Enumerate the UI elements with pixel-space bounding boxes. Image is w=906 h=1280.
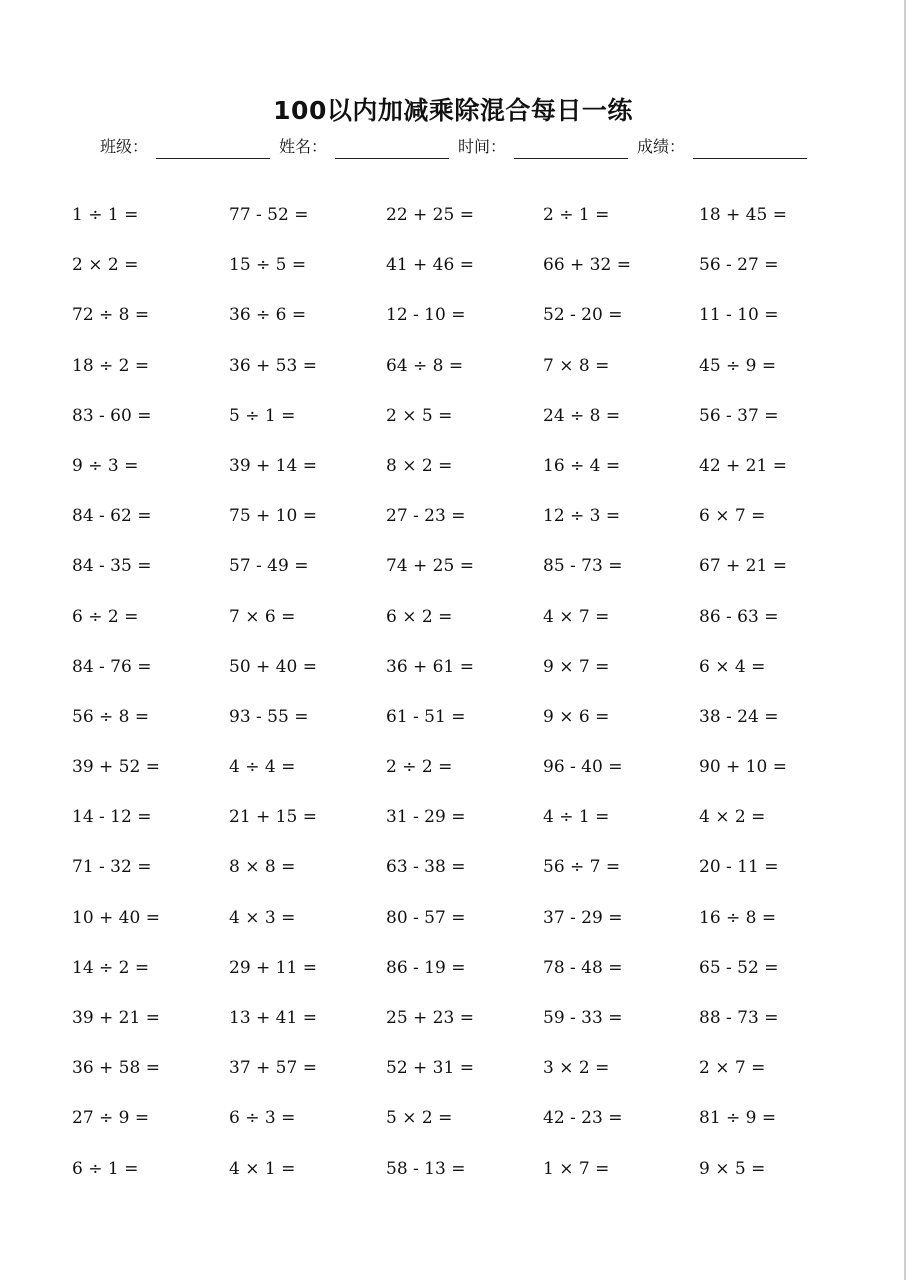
math-problem: 9 × 6 = — [543, 706, 610, 727]
math-problem: 81 ÷ 9 = — [699, 1108, 777, 1129]
math-problem: 11 - 10 = — [699, 305, 779, 326]
math-problem: 36 ÷ 6 = — [229, 305, 307, 326]
name-label: 姓名： — [279, 137, 328, 156]
math-problem: 14 ÷ 2 = — [72, 957, 150, 978]
time-label: 时间： — [458, 137, 507, 156]
math-problem: 22 + 25 = — [386, 205, 474, 225]
math-problem: 6 × 7 = — [699, 506, 766, 527]
math-problem: 31 - 29 = — [386, 807, 466, 828]
math-problem: 39 + 52 = — [72, 757, 160, 778]
math-problem: 8 × 2 = — [386, 455, 453, 476]
class-field — [100, 136, 270, 159]
math-problem: 36 + 61 = — [386, 656, 474, 677]
score-field — [637, 136, 807, 159]
math-problem: 88 - 73 = — [699, 1008, 779, 1028]
score-blank[interactable] — [693, 136, 807, 159]
math-problem: 13 + 41 = — [229, 1008, 317, 1028]
math-problem: 9 ÷ 3 = — [72, 455, 139, 476]
math-problem: 29 + 11 = — [229, 957, 317, 978]
math-problem: 45 ÷ 9 = — [699, 355, 777, 376]
math-problem: 71 - 32 = — [72, 857, 152, 878]
math-problem: 75 + 10 = — [229, 506, 317, 527]
name-field — [279, 136, 449, 159]
math-problem: 9 × 7 = — [543, 656, 610, 677]
math-problem: 59 - 33 = — [543, 1008, 623, 1028]
math-problem: 83 - 60 = — [72, 405, 152, 426]
math-problem: 39 + 14 = — [229, 455, 317, 476]
math-problem: 4 × 1 = — [229, 1158, 296, 1179]
math-problem: 18 ÷ 2 = — [72, 355, 150, 376]
math-problem: 38 - 24 = — [699, 706, 779, 727]
math-problem: 18 + 45 = — [699, 205, 787, 225]
math-problem: 21 + 15 = — [229, 807, 317, 828]
math-problem: 6 × 4 = — [699, 656, 766, 677]
math-problem: 65 - 52 = — [699, 957, 779, 978]
math-problem: 2 × 7 = — [699, 1058, 766, 1079]
math-problem: 74 + 25 = — [386, 556, 474, 577]
math-problem: 39 + 21 = — [72, 1008, 160, 1028]
math-problem: 16 ÷ 4 = — [543, 455, 621, 476]
math-problem: 78 - 48 = — [543, 957, 623, 978]
math-problem: 6 ÷ 1 = — [72, 1158, 139, 1179]
math-problem: 2 × 2 = — [72, 255, 139, 276]
math-problem: 57 - 49 = — [229, 556, 309, 577]
math-problem: 5 ÷ 1 = — [229, 405, 296, 426]
math-problem: 56 - 37 = — [699, 405, 779, 426]
math-problem: 90 + 10 = — [699, 757, 787, 778]
math-problem: 6 × 2 = — [386, 606, 453, 627]
math-problem: 20 - 11 = — [699, 857, 779, 878]
math-problem: 41 + 46 = — [386, 255, 474, 276]
math-problem: 42 - 23 = — [543, 1108, 623, 1129]
time-blank[interactable] — [514, 136, 628, 159]
math-problem: 6 ÷ 3 = — [229, 1108, 296, 1129]
math-problem: 10 + 40 = — [72, 907, 160, 928]
math-problem: 86 - 63 = — [699, 606, 779, 627]
math-problem: 77 - 52 = — [229, 205, 309, 225]
math-problem: 84 - 35 = — [72, 556, 152, 577]
math-problem: 2 ÷ 1 = — [543, 205, 610, 225]
math-problem: 86 - 19 = — [386, 957, 466, 978]
math-problem: 27 ÷ 9 = — [72, 1108, 150, 1129]
math-problem: 50 + 40 = — [229, 656, 317, 677]
math-problem: 9 × 5 = — [699, 1158, 766, 1179]
math-problem: 6 ÷ 2 = — [72, 606, 139, 627]
math-problem: 36 + 53 = — [229, 355, 317, 376]
student-info-row — [0, 136, 906, 166]
math-problem: 42 + 21 = — [699, 455, 787, 476]
math-problem: 12 ÷ 3 = — [543, 506, 621, 527]
math-problem: 52 - 20 = — [543, 305, 623, 326]
math-problem: 85 - 73 = — [543, 556, 623, 577]
math-problem: 4 ÷ 4 = — [229, 757, 296, 778]
math-problem: 80 - 57 = — [386, 907, 466, 928]
math-problem: 61 - 51 = — [386, 706, 466, 727]
math-problem: 25 + 23 = — [386, 1008, 474, 1028]
math-problem: 63 - 38 = — [386, 857, 466, 878]
problem-grid — [72, 198, 872, 1202]
score-label: 成绩： — [637, 137, 686, 156]
math-problem: 3 × 2 = — [543, 1058, 610, 1079]
math-problem: 56 ÷ 7 = — [543, 857, 621, 878]
math-problem: 4 ÷ 1 = — [543, 807, 610, 828]
worksheet-title: 100以内加减乘除混合每日一练 — [273, 95, 633, 125]
math-problem: 72 ÷ 8 = — [72, 305, 150, 326]
math-problem: 58 - 13 = — [386, 1158, 466, 1179]
math-problem: 15 ÷ 5 = — [229, 255, 307, 276]
math-problem: 56 - 27 = — [699, 255, 779, 276]
math-problem: 2 ÷ 2 = — [386, 757, 453, 778]
math-problem: 4 × 7 = — [543, 606, 610, 627]
math-problem: 4 × 2 = — [699, 807, 766, 828]
math-problem: 36 + 58 = — [72, 1058, 160, 1079]
math-problem: 16 ÷ 8 = — [699, 907, 777, 928]
time-field — [458, 136, 628, 159]
math-problem: 12 - 10 = — [386, 305, 466, 326]
math-problem: 24 ÷ 8 = — [543, 405, 621, 426]
math-problem: 67 + 21 = — [699, 556, 787, 577]
math-problem: 66 + 32 = — [543, 255, 631, 276]
math-problem: 96 - 40 = — [543, 757, 623, 778]
math-problem: 1 × 7 = — [543, 1158, 610, 1179]
math-problem: 8 × 8 = — [229, 857, 296, 878]
math-problem: 4 × 3 = — [229, 907, 296, 928]
math-problem: 93 - 55 = — [229, 706, 309, 727]
math-problem: 52 + 31 = — [386, 1058, 474, 1079]
math-problem: 2 × 5 = — [386, 405, 453, 426]
math-problem: 37 - 29 = — [543, 907, 623, 928]
class-label: 班级： — [100, 137, 149, 156]
math-problem: 7 × 8 = — [543, 355, 610, 376]
math-problem: 27 - 23 = — [386, 506, 466, 527]
math-problem: 37 + 57 = — [229, 1058, 317, 1079]
name-blank[interactable] — [335, 136, 449, 159]
math-problem: 84 - 62 = — [72, 506, 152, 527]
math-problem: 7 × 6 = — [229, 606, 296, 627]
math-problem: 64 ÷ 8 = — [386, 355, 464, 376]
math-problem: 56 ÷ 8 = — [72, 706, 150, 727]
math-problem: 14 - 12 = — [72, 807, 152, 828]
math-problem: 1 ÷ 1 = — [72, 205, 139, 225]
math-problem: 5 × 2 = — [386, 1108, 453, 1129]
math-problem: 84 - 76 = — [72, 656, 152, 677]
class-blank[interactable] — [156, 136, 270, 159]
